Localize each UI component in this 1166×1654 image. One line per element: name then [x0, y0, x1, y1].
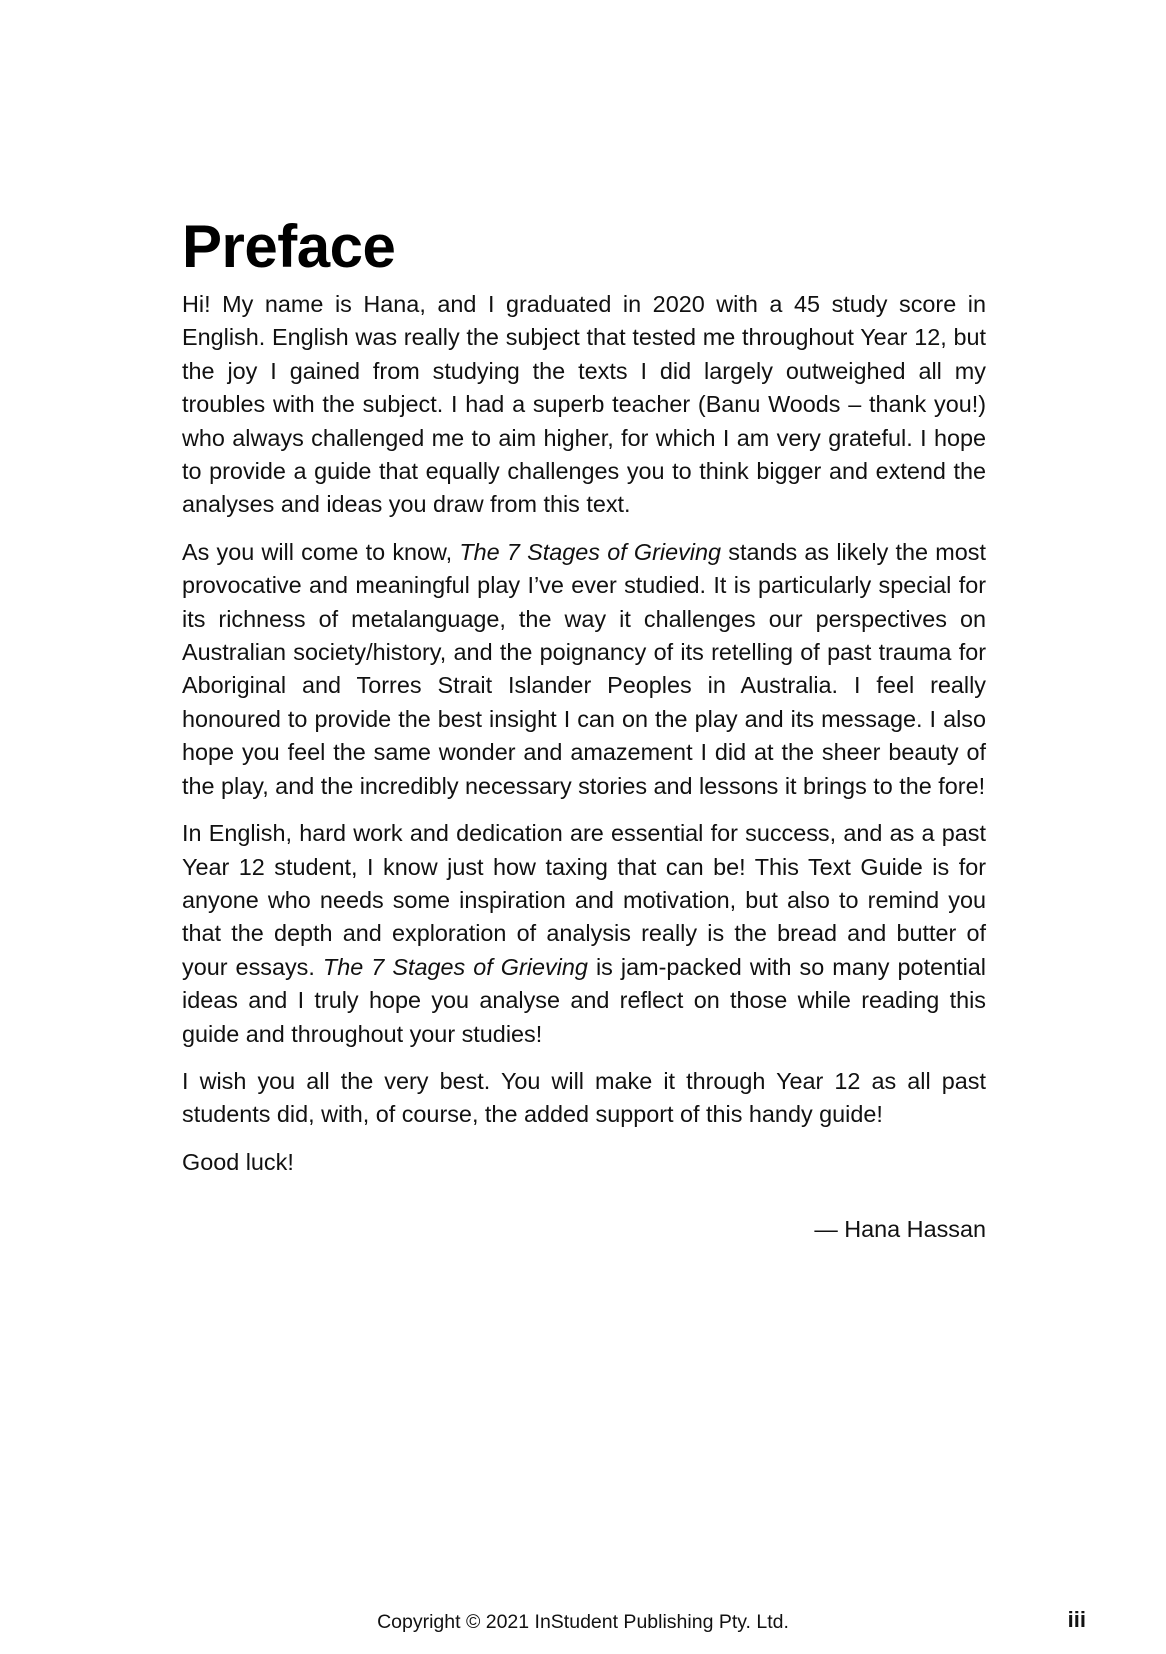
paragraph-text: stands as likely the most provocative and meaningful play I’ve ever studied. It is particularly special for its richness of metalanguage, the way it challenges our perspectives on Australian society/history, and the poignancy of its retelling of past trauma for Aboriginal and Torres Strait Islander Peoples in Australia. I feel really honoured to provide the best insight I can on the play and its message. I also hope you feel the same wonder and amazement I did at the sheer beauty of the play, and the incredibly necessary stories and lessons it brings to the fore!: [182, 538, 986, 799]
paragraph-text: is jam-packed with so many potential ideas and I truly hope you analyse and reflect on those while reading this guide and throughout your studies!: [182, 953, 986, 1047]
play-title-italic: The 7 Stages of Grieving: [459, 538, 722, 565]
body-paragraph: [182, 817, 986, 1051]
play-title-italic: The 7 Stages of Grieving: [322, 953, 588, 980]
page-number: iii: [1067, 1607, 1086, 1632]
paragraph-text: In English, hard work and dedication are essential for success, and as a past Year 12 student, I know just how taxing that can be! This Text Guide is for anyone who needs some inspiration and motivation, but also to remind you that the depth and exploration of analysis really is the bread and butter of your essays.: [182, 820, 986, 980]
footer-copyright: Copyright © 2021 InStudent Publishing Pty. Ltd.: [377, 1611, 789, 1633]
preface-section: [182, 212, 986, 1247]
paragraph-text: As you will come to know,: [182, 538, 460, 565]
body-paragraph: [182, 288, 986, 522]
paragraph-text: Hi! My name is Hana, and I graduated in 2020 with a 45 study score in English. English was really the subject that tested me throughout Year 12, but the joy I gained from studying the texts I did largely outweighed all my troubles with the subject. I had a superb teacher (Banu Woods – thank you!) who always challenged me to aim higher, for which I am very grateful. I hope to provide a guide that equally challenges you to think bigger and extend the analyses and ideas you draw from this text.: [182, 291, 986, 518]
page-title: Preface: [182, 213, 396, 280]
body-paragraph: [182, 536, 986, 803]
body-paragraph: [182, 1065, 986, 1132]
body-paragraph: [182, 1146, 986, 1179]
paragraph-text: I wish you all the very best. You will make it through Year 12 as all past students did, with, of course, the added support of this handy guide!: [182, 1067, 986, 1128]
author-signoff: — Hana Hassan: [814, 1216, 986, 1243]
preface-body: [182, 288, 986, 1179]
paragraph-text: Good luck!: [182, 1148, 294, 1175]
